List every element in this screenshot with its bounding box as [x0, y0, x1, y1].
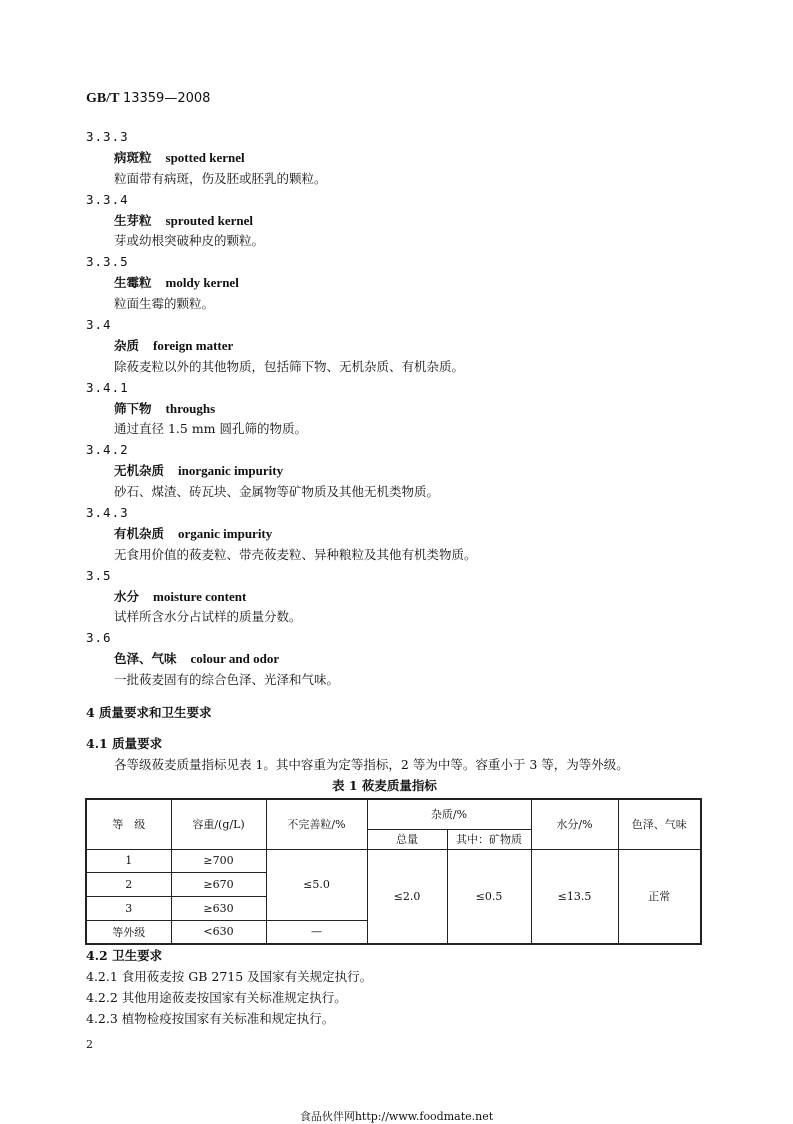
term-en: inorganic impurity	[178, 463, 284, 479]
mineral-cell: ≤0.5	[447, 849, 531, 944]
page-number: 2	[86, 1038, 93, 1051]
term-cn: 筛下物	[114, 400, 152, 416]
clause-number: 3.6	[86, 630, 112, 646]
term-cn: 色泽、气味	[114, 651, 177, 667]
color-cell: 正常	[618, 849, 701, 944]
grade-cell: 1	[86, 849, 171, 872]
section-4-title: 4 质量要求和卫生要求	[86, 705, 212, 720]
term-definition: 除莜麦粒以外的其他物质，包括筛下物、无机杂质、有机杂质。	[114, 358, 465, 374]
header-imperfect: 不完善粒/%	[266, 799, 367, 849]
header-moisture: 水分/%	[531, 799, 618, 849]
section-4-1-text: 各等级莜麦质量指标见表 1。其中容重为定等指标，2 等为中等。容重小于 3 等，为等外级。	[114, 757, 629, 772]
term-cn: 生霉粒	[114, 275, 152, 291]
footer-watermark: 食品伙伴网http://www.foodmate.net	[299, 1110, 494, 1123]
term-en: spotted kernel	[165, 149, 245, 165]
definitions-list	[86, 127, 726, 691]
clause-number: 3.4	[86, 317, 112, 333]
header-density: 容重/(g/L)	[171, 799, 266, 849]
moisture-cell: ≤13.5	[531, 849, 618, 944]
term-definition: 一批莜麦固有的综合色泽、光泽和气味。	[114, 672, 340, 688]
section-4-2-title: 4.2 卫生要求	[86, 948, 163, 963]
density-cell: <630	[171, 920, 266, 944]
term-line	[86, 273, 726, 294]
clause-number: 3.3.3	[86, 129, 129, 144]
term-cn: 水分	[114, 588, 140, 604]
total-impurity-cell: ≤2.0	[367, 849, 447, 944]
section-4-1-title: 4.1 质量要求	[86, 736, 163, 751]
term-definition: 粒面生霉的颗粒。	[114, 296, 215, 312]
term-cn: 杂质	[114, 337, 140, 353]
std-number: 13359—2008	[122, 91, 211, 106]
grade-cell: 2	[86, 872, 171, 896]
imperfect-cell: ≤5.0	[266, 849, 367, 920]
clause-number: 3.5	[86, 567, 112, 583]
grade-cell: 等外级	[86, 920, 171, 944]
term-line	[86, 148, 726, 169]
clause-number: 3.4.2	[86, 442, 129, 458]
term-line	[86, 524, 726, 545]
term-en: throughs	[165, 400, 216, 416]
grade-cell: 3	[86, 896, 171, 920]
term-definition: 通过直径 1.5 mm 圆孔筛的物质。	[114, 421, 308, 437]
density-cell: ≥630	[171, 896, 266, 920]
header-total: 总量	[367, 829, 447, 849]
term-cn: 有机杂质	[114, 525, 165, 541]
term-line	[86, 587, 726, 608]
term-line	[86, 399, 726, 420]
term-definition: 砂石、煤渣、砖瓦块、金属物等矿物质及其他无机类物质。	[114, 484, 440, 500]
term-definition: 粒面带有病斑，伤及胚或胚乳的颗粒。	[114, 170, 327, 186]
density-cell: ≥700	[171, 849, 266, 872]
std-code: GB/T	[86, 91, 120, 106]
section-4-2-3: 4.2.3 植物检疫按国家有关标准和规定执行。	[86, 1011, 335, 1026]
quality-table	[85, 798, 702, 945]
section-4-2-2: 4.2.2 其他用途莜麦按国家有关标准规定执行。	[86, 990, 347, 1005]
term-definition: 无食用价值的莜麦粒、带壳莜麦粒、异种粮粒及其他有机类物质。	[114, 546, 477, 562]
term-en: moldy kernel	[165, 275, 239, 291]
term-line	[86, 211, 726, 232]
clause-number: 3.4.3	[86, 505, 129, 521]
clause-number: 3.4.1	[86, 379, 129, 395]
term-line	[86, 649, 726, 670]
term-cn: 生芽粒	[114, 212, 152, 228]
term-cn: 无机杂质	[114, 463, 165, 479]
clause-number: 3.3.4	[86, 191, 129, 207]
clause-number: 3.3.5	[86, 254, 129, 270]
header-color: 色泽、气味	[618, 799, 701, 849]
term-en: sprouted kernel	[165, 212, 254, 228]
term-line	[86, 336, 726, 357]
term-en: foreign matter	[153, 337, 234, 353]
density-cell: ≥670	[171, 872, 266, 896]
term-en: moisture content	[153, 588, 247, 604]
section-4-2-1: 4.2.1 食用莜麦按 GB 2715 及国家有关规定执行。	[86, 969, 373, 984]
header-mineral: 其中：矿物质	[447, 829, 531, 849]
term-en: colour and odor	[190, 651, 280, 667]
term-line	[86, 461, 726, 482]
standard-header	[86, 91, 210, 107]
header-impurity: 杂质/%	[367, 799, 531, 829]
imperfect-cell: —	[266, 920, 367, 944]
term-definition: 试样所含水分占试样的质量分数。	[114, 609, 302, 625]
term-definition: 芽或幼根突破种皮的颗粒。	[114, 233, 265, 249]
header-grade: 等 级	[86, 799, 171, 849]
term-cn: 病斑粒	[114, 149, 152, 165]
term-en: organic impurity	[178, 525, 273, 541]
table-caption: 表 1 莜麦质量指标	[332, 778, 437, 793]
